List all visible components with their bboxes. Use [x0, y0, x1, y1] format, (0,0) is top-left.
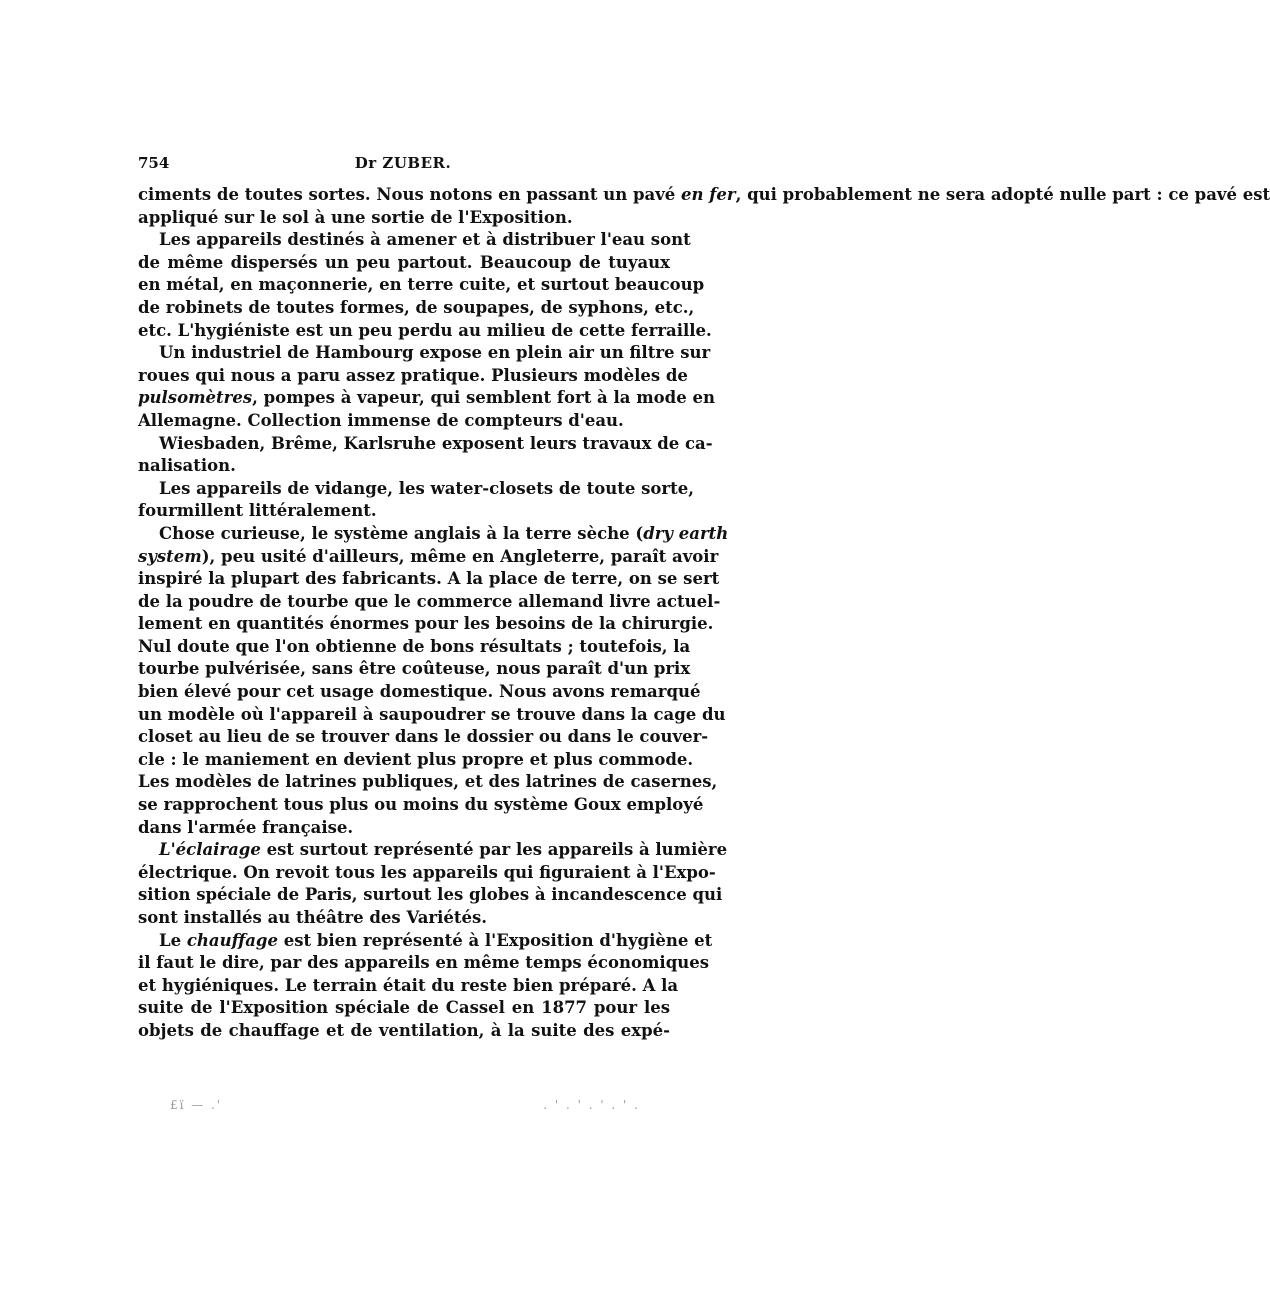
text-line [138, 749, 694, 772]
footer-left-marks: £ï — .' [170, 1098, 223, 1112]
text-run: appliqué sur le sol à une sortie de l'Exposition. [138, 207, 573, 227]
text-run: tourbe pulvérisée, sans être coûteuse, nous paraît d'un prix [138, 659, 691, 679]
text-line [138, 387, 715, 410]
text-run: , pompes à vapeur, qui semblent fort à la mode en [252, 388, 715, 408]
text-run: sition spéciale de Paris, surtout les globes à incandescence qui [138, 885, 723, 905]
text-run: de la poudre de tourbe que le commerce allemand livre actuel- [138, 591, 721, 611]
text-line [138, 229, 691, 252]
text-run: bien élevé pour cet usage domestique. Nous avons remarqué [138, 682, 701, 702]
text-line [138, 884, 723, 907]
italic-term: L'éclairage [159, 840, 261, 860]
text-run: fourmillent littéralement. [138, 501, 377, 521]
text-run: Allemagne. Collection immense de compteurs d'eau. [138, 410, 624, 430]
text-line [138, 997, 670, 1020]
text-run: suite de l'Exposition spéciale de Cassel en 1877 pour les [138, 998, 670, 1018]
text-line [138, 794, 704, 817]
text-line [138, 613, 714, 636]
text-line [138, 365, 688, 388]
text-line [138, 726, 709, 749]
italic-term: system [138, 546, 202, 566]
text-line [138, 297, 695, 320]
text-line [138, 681, 701, 704]
text-line [138, 636, 691, 659]
text-run: électrique. On revoit tous les appareils qui figuraient à l'Expo- [138, 862, 716, 882]
text-run: se rapprochent tous plus ou moins du système Goux employé [138, 795, 704, 815]
text-line [138, 455, 670, 478]
running-head [138, 154, 668, 180]
text-line [138, 410, 670, 433]
text-run: etc. L'hygiéniste est un peu perdu au milieu de cette ferraille. [138, 320, 712, 340]
text-line [138, 839, 728, 862]
text-run: Wiesbaden, Brême, Karlsruhe exposent leurs travaux de ca- [159, 433, 713, 453]
italic-term: chauffage [186, 930, 278, 950]
text-line [138, 500, 670, 523]
text-run: inspiré la plupart des fabricants. A la place de terre, on se sert [138, 569, 720, 589]
text-run: Chose curieuse, le système anglais à la terre sèche ( [159, 523, 644, 543]
text-line [138, 907, 670, 930]
text-line [138, 704, 726, 727]
text-line [138, 478, 694, 501]
text-line [138, 546, 719, 569]
text-line [138, 320, 712, 343]
text-run: Les appareils de vidange, les water-closets de toute sorte, [159, 478, 694, 498]
text-line [138, 591, 721, 614]
text-line [138, 1020, 670, 1043]
italic-term: pulsomètres [138, 388, 253, 408]
text-line [138, 568, 720, 591]
running-title: Dr ZUBER. [354, 154, 452, 172]
text-line [138, 274, 705, 297]
text-line [138, 862, 716, 885]
text-run: cle : le maniement en devient plus propre et plus commode. [138, 749, 694, 769]
text-line [138, 952, 710, 975]
text-line [138, 975, 679, 998]
text-run: nalisation. [138, 456, 236, 476]
text-run: roues qui nous a paru assez pratique. Plusieurs modèles de [138, 365, 688, 385]
text-line [138, 771, 718, 794]
text-line [138, 252, 670, 275]
text-line [138, 433, 713, 456]
text-run: , qui probablement ne sera adopté nulle part : ce pavé est [735, 185, 1270, 204]
text-run: de même dispersés un peu partout. Beaucoup de tuyaux [138, 252, 670, 272]
text-run: de robinets de toutes formes, de soupapes, de syphons, etc., [138, 297, 695, 317]
text-run: il faut le dire, par des appareils en même temps économiques [138, 953, 710, 973]
text-run: ), peu usité d'ailleurs, même en Angleterre, paraît avoir [201, 546, 719, 566]
text-run: en métal, en maçonnerie, en terre cuite, et surtout beaucoup [138, 275, 705, 295]
footer-right-marks: . ' . ' . ' . ' . [543, 1098, 640, 1112]
text-run: un modèle où l'appareil à saupoudrer se trouve dans la cage du [138, 704, 726, 724]
text-run: est surtout représenté par les appareils à lumière [260, 840, 728, 860]
text-line [138, 817, 670, 840]
body-text [138, 184, 1270, 1043]
text-line [138, 207, 670, 230]
text-run: Un industriel de Hambourg expose en plein air un filtre sur [159, 343, 711, 363]
text-run: ciments de toutes sortes. Nous notons en passant un pavé [138, 185, 682, 204]
text-run: lement en quantités énormes pour les besoins de la chirurgie. [138, 614, 714, 634]
page-number: 754 [138, 154, 170, 172]
text-line [138, 342, 711, 365]
text-run: Nul doute que l'on obtienne de bons résultats ; toutefois, la [138, 636, 691, 656]
footer-marks [170, 1098, 640, 1118]
text-line [138, 658, 691, 681]
text-run: et hygiéniques. Le terrain était du reste bien préparé. A la [138, 975, 679, 995]
italic-term: dry earth [643, 523, 729, 543]
text-run: est bien représenté à l'Exposition d'hygiène et [277, 930, 713, 950]
text-run: sont installés au théâtre des Variétés. [138, 908, 488, 927]
text-run: closet au lieu de se trouver dans le dossier ou dans le couver- [138, 727, 709, 747]
text-line [138, 184, 1270, 207]
text-run: Les modèles de latrines publiques, et des latrines de casernes, [138, 772, 718, 792]
text-run: dans l'armée française. [138, 817, 354, 837]
text-run: objets de chauffage et de ventilation, à la suite des expé- [138, 1020, 670, 1040]
text-line [138, 930, 713, 953]
text-run: Les appareils destinés à amener et à distribuer l'eau sont [159, 230, 691, 250]
text-run: Le [159, 930, 187, 950]
text-line [138, 523, 729, 546]
italic-term: en fer [681, 185, 736, 204]
